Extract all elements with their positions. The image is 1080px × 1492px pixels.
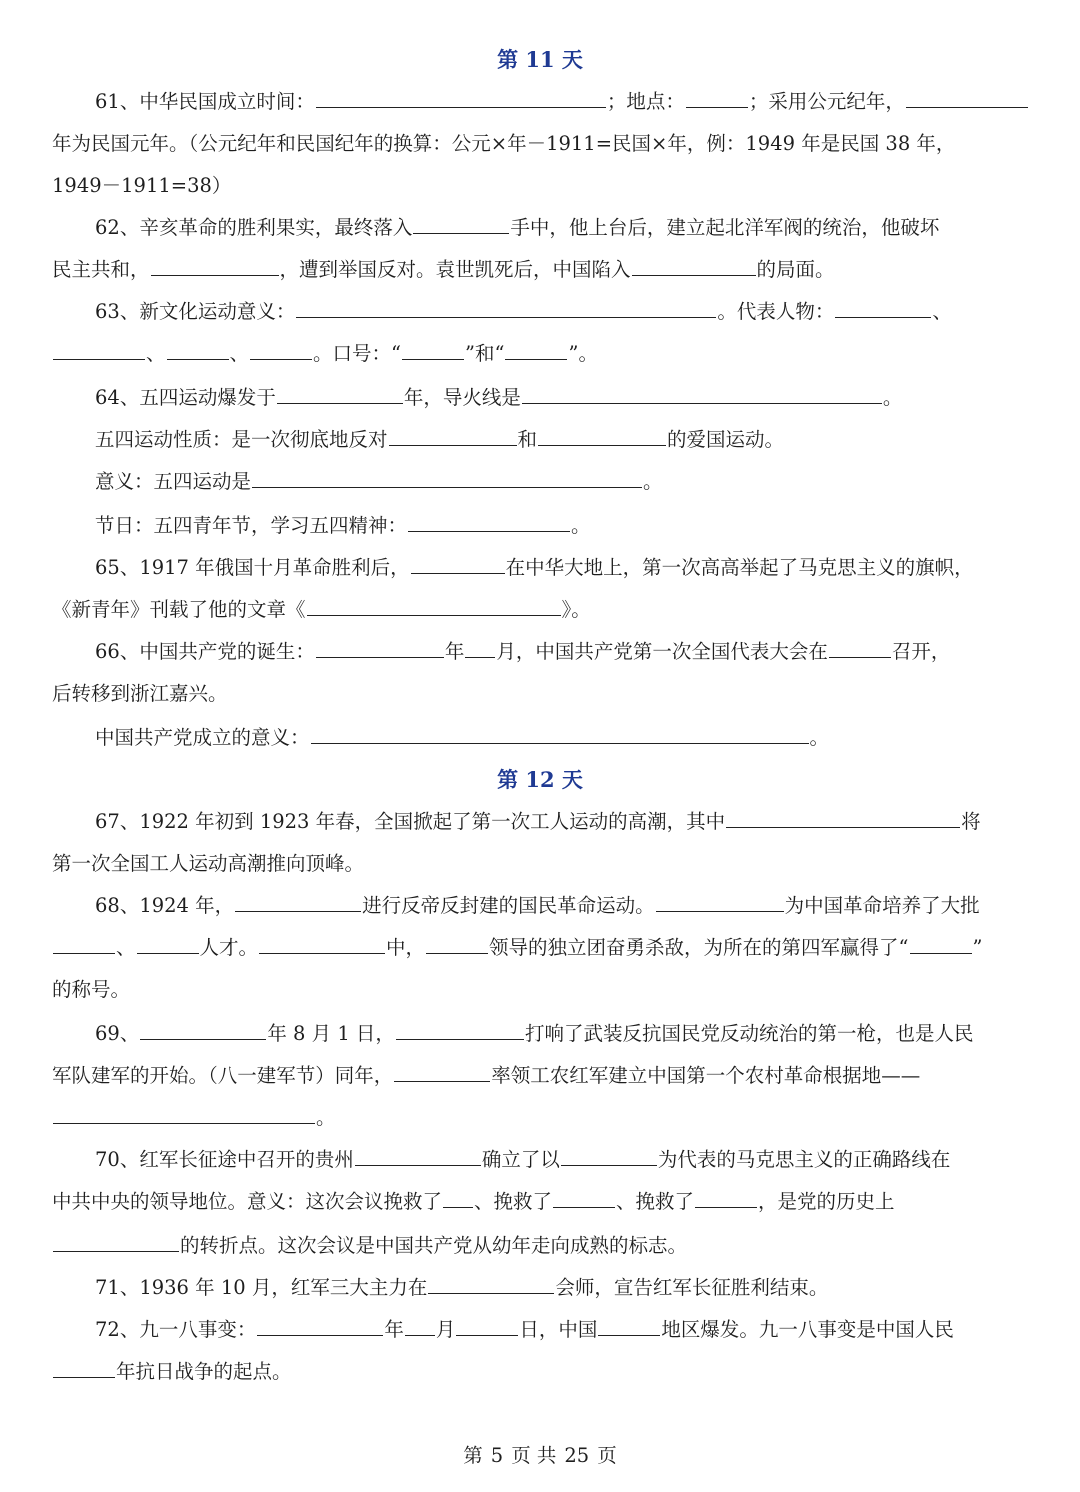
blank[interactable] — [465, 656, 495, 658]
question-72-line-1: 72、九一八事变： 年 月 日，中国 地区爆发。九一八事变是中国人民 — [95, 1318, 954, 1341]
question-69-line-1: 69、 年 8 月 1 日， 打响了武装反抗国民党反动统治的第一枪，也是人民 — [95, 1022, 974, 1045]
blank[interactable] — [307, 614, 561, 616]
page-footer: 第 5 页 共 25 页 — [463, 1444, 617, 1467]
blank[interactable] — [53, 358, 145, 360]
blank[interactable] — [553, 1206, 615, 1208]
question-64-line-4: 节日：五四青年节，学习五四精神： 。 — [95, 514, 591, 537]
question-66-line-1: 66、中国共产党的诞生： 年 月，中国共产党第一次全国代表大会在 召开， — [95, 640, 951, 663]
blank[interactable] — [632, 274, 756, 276]
total-pages: 25 — [564, 1444, 590, 1467]
blank[interactable] — [411, 572, 505, 574]
blank[interactable] — [686, 106, 748, 108]
question-61-line-3: 1949－1911=38） — [52, 174, 232, 197]
question-61-line-2: 年为民国元年。（公元纪年和民国纪年的换算：公元×年－1911=民国×年，例：1949 年是民国 38 年， — [52, 132, 956, 155]
question-69-line-2: 军队建军的开始。（八一建军节）同年， 率领工农红军建立中国第一个农村革命根据地—— — [52, 1064, 921, 1087]
question-72-line-2: 年抗日战争的起点。 — [52, 1358, 292, 1386]
question-70-line-3: 的转折点。这次会议是中国共产党从幼年走向成熟的标志。 — [52, 1232, 687, 1260]
blank[interactable] — [598, 1334, 660, 1336]
blank[interactable] — [53, 1250, 179, 1252]
question-67-line-2: 第一次全国工人运动高潮推向顶峰。 — [52, 852, 365, 875]
blank[interactable] — [151, 274, 279, 276]
blank[interactable] — [140, 1038, 266, 1040]
blank[interactable] — [257, 1334, 383, 1336]
blank[interactable] — [250, 358, 312, 360]
day-12-heading: 第 12 天 — [497, 767, 583, 792]
blank[interactable] — [389, 444, 517, 446]
blank[interactable] — [561, 1164, 657, 1166]
blank[interactable] — [408, 530, 570, 532]
blank[interactable] — [906, 106, 1028, 108]
blank[interactable] — [505, 358, 567, 360]
blank[interactable] — [428, 1292, 554, 1294]
blank[interactable] — [426, 952, 488, 954]
blank[interactable] — [402, 358, 464, 360]
question-68-line-3: 的称号。 — [52, 978, 131, 1001]
blank[interactable] — [53, 1376, 115, 1378]
question-67-line-1: 67、1922 年初到 1923 年春，全国掀起了第一次工人运动的高潮，其中 将 — [95, 810, 981, 833]
question-65-line-1: 65、1917 年俄国十月革命胜利后， 在中华大地上，第一次高高举起了马克思主义的旗帜， — [95, 556, 974, 579]
blank[interactable] — [137, 952, 199, 954]
blank[interactable] — [296, 316, 716, 318]
blank[interactable] — [522, 402, 882, 404]
blank[interactable] — [726, 826, 960, 828]
question-65-line-2: 《新青年》刊载了他的文章《 》。 — [52, 598, 591, 621]
blank[interactable] — [316, 656, 444, 658]
blank[interactable] — [167, 358, 229, 360]
question-70-line-2: 中共中央的领导地位。意义：这次会议挽救了 、挽救了 、挽救了 ，是党的历史上 — [52, 1190, 895, 1213]
question-62-line-1: 62、辛亥革命的胜利果实，最终落入 手中，他上台后，建立起北洋军阀的统治，他破坏 — [95, 216, 940, 239]
question-71-line-1: 71、1936 年 10 月，红军三大主力在 会师，宣告红军长征胜利结束。 — [95, 1276, 829, 1299]
question-64-line-2: 五四运动性质：是一次彻底地反对 和 的爱国运动。 — [95, 428, 785, 451]
current-page: 5 — [490, 1444, 504, 1467]
blank[interactable] — [829, 656, 891, 658]
blank[interactable] — [695, 1206, 757, 1208]
blank[interactable] — [259, 952, 385, 954]
blank[interactable] — [656, 910, 784, 912]
blank[interactable] — [456, 1334, 518, 1336]
blank[interactable] — [910, 952, 972, 954]
blank[interactable] — [53, 1122, 315, 1124]
question-68-line-1: 68、1924 年， 进行反帝反封建的国民革命运动。 为中国革命培养了大批 — [95, 894, 980, 917]
question-68-line-2: 、 人才。 中， 领导的独立团奋勇杀敌，为所在的第四军赢得了“ ” — [52, 934, 983, 962]
blank[interactable] — [835, 316, 931, 318]
question-70-line-1: 70、红军长征途中召开的贵州 确立了以 为代表的马克思主义的正确路线在 — [95, 1148, 951, 1171]
question-66-line-3: 中国共产党成立的意义： 。 — [95, 726, 830, 749]
question-64-line-1: 64、五四运动爆发于 年，导火线是 。 — [95, 386, 903, 409]
question-69-line-3: 。 — [52, 1104, 336, 1132]
blank[interactable] — [443, 1206, 473, 1208]
blank[interactable] — [277, 402, 403, 404]
blank[interactable] — [405, 1334, 435, 1336]
blank[interactable] — [355, 1164, 481, 1166]
question-66-line-2: 后转移到浙江嘉兴。 — [52, 682, 228, 705]
question-63-line-1: 63、新文化运动意义： 。代表人物： 、 — [95, 300, 952, 323]
blank[interactable] — [235, 910, 361, 912]
blank[interactable] — [316, 106, 606, 108]
blank[interactable] — [252, 486, 642, 488]
blank[interactable] — [311, 742, 809, 744]
blank[interactable] — [394, 1080, 490, 1082]
day-11-heading: 第 11 天 — [497, 47, 583, 72]
question-61-line-1: 61、中华民国成立时间： ；地点： ；采用公元纪年， — [95, 88, 1029, 116]
question-64-line-3: 意义：五四运动是 。 — [95, 470, 663, 493]
question-63-line-2: 、 、 。口号：“ ”和“ ”。 — [52, 340, 598, 368]
blank[interactable] — [413, 232, 509, 234]
blank[interactable] — [396, 1038, 524, 1040]
question-62-line-2: 民主共和， ，遭到举国反对。袁世凯死后，中国陷入 的局面。 — [52, 258, 835, 281]
blank[interactable] — [538, 444, 666, 446]
blank[interactable] — [53, 952, 115, 954]
